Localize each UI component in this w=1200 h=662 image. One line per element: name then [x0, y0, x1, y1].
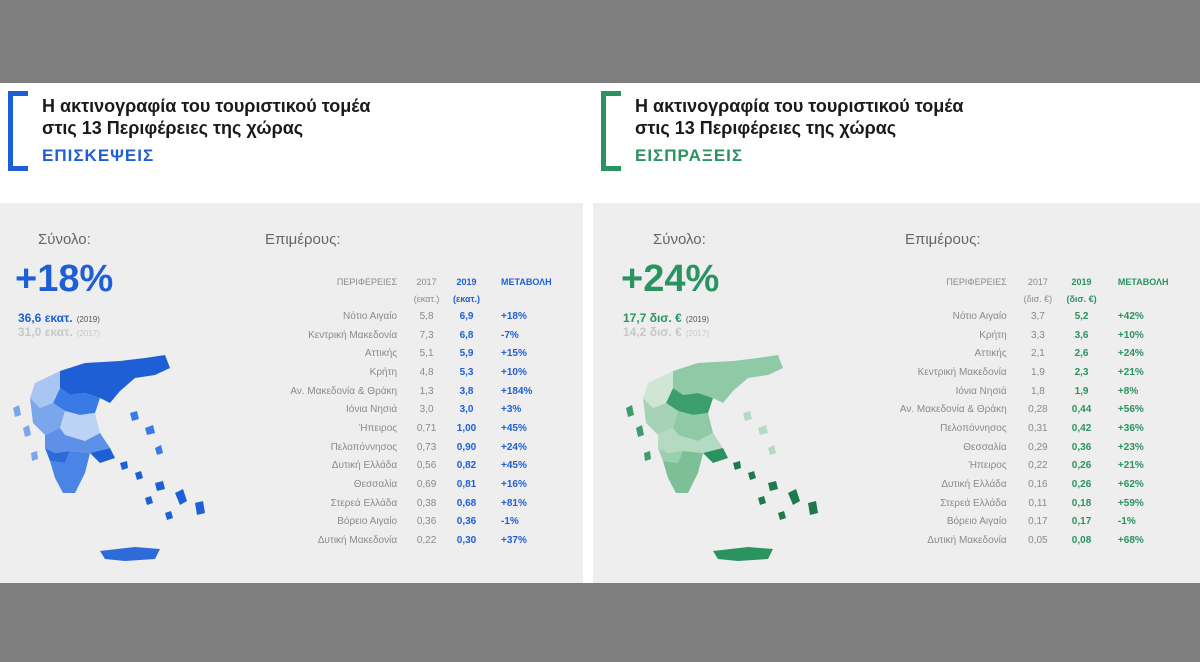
change-cell: +45% [501, 422, 527, 434]
col-2019: 2019 [1071, 277, 1092, 287]
region-cell: Κρήτη [979, 329, 1007, 341]
total-2019 [623, 311, 709, 325]
value-2017-cell: 3,7 [1030, 310, 1045, 322]
receipts-table [843, 273, 1200, 550]
change-cell: +10% [1117, 329, 1144, 341]
value-2019-cell: 0,26 [1071, 460, 1092, 472]
value-2019-cell: 0,82 [456, 460, 477, 472]
col-region: ΠΕΡΙΦΕΡΕΙΕΣ [946, 277, 1007, 287]
value-2017-cell: 0,29 [1028, 441, 1048, 453]
change-cell: +21% [1117, 366, 1144, 378]
table-row [843, 400, 1200, 419]
change-cell: +56% [1117, 404, 1144, 416]
change-cell: +68% [1117, 535, 1144, 547]
table-header-row [843, 273, 1200, 291]
change-cell: +37% [501, 535, 527, 547]
receipts-panel [593, 83, 1200, 583]
year-2017: (2017) [76, 329, 100, 338]
table-row [230, 457, 585, 476]
table-row [230, 326, 585, 345]
region-cell: Ήπειρος [359, 422, 398, 434]
table-unit-row [230, 291, 585, 307]
table-row [230, 344, 585, 363]
value-2017-cell: 3,3 [1030, 329, 1045, 341]
change-cell: +18% [501, 310, 527, 322]
visits-table [230, 273, 585, 550]
change-cell: +21% [1117, 460, 1144, 472]
table-row [230, 531, 585, 550]
table-row [843, 494, 1200, 513]
table-row [230, 419, 585, 438]
region-cell: Βόρειο Αιγαίο [946, 516, 1007, 528]
region-cell: Δυτική Μακεδονία [927, 535, 1007, 547]
region-cell: Κεντρική Μακεδονία [917, 366, 1007, 378]
change-cell: +36% [1117, 422, 1144, 434]
change-cell: +42% [1117, 310, 1144, 322]
region-cell: Στερεά Ελλάδα [940, 497, 1007, 509]
value-2017-cell: 1,9 [1030, 366, 1045, 378]
change-cell: +10% [501, 366, 527, 378]
value-2017-cell: 0,22 [1028, 460, 1048, 472]
panel-subtitle: ΕΠΙΣΚΕΨΕΙΣ [42, 146, 155, 165]
table-row [843, 419, 1200, 438]
region-cell: Δυτική Μακεδονία [317, 535, 398, 547]
receipts-body [593, 203, 1200, 583]
value-2019-cell: 0,26 [1071, 479, 1092, 491]
value-2019-cell: 0,90 [456, 441, 477, 453]
panel-title [42, 95, 482, 139]
value-2017-cell: 0,38 [416, 497, 437, 509]
change-cell: -1% [1117, 516, 1136, 528]
value-2019-cell: 2,3 [1074, 366, 1089, 378]
region-cell: Κεντρική Μακεδονία [308, 329, 398, 341]
value-2019-cell: 5,3 [459, 366, 474, 378]
value-2017-cell: 3,0 [419, 404, 434, 416]
region-cell: Αττικής [364, 348, 398, 360]
region-cell: Στερεά Ελλάδα [330, 497, 398, 509]
change-cell: -1% [501, 516, 519, 528]
value-2019-cell: 6,9 [459, 310, 474, 322]
value-2019-cell: 2,6 [1074, 348, 1089, 360]
region-cell: Θεσσαλία [353, 479, 398, 491]
value-2019-cell: 0,17 [1071, 516, 1092, 528]
table-row [843, 344, 1200, 363]
total-2019 [18, 311, 100, 325]
value-2019-cell: 5,9 [459, 348, 474, 360]
col-change: ΜΕΤΑΒΟΛΗ [501, 277, 552, 287]
change-cell: +8% [1117, 385, 1139, 397]
value-2017: 31,0 εκατ. [18, 325, 73, 339]
change-cell: +23% [1117, 441, 1144, 453]
table-row [843, 457, 1200, 476]
table-unit-row [843, 291, 1200, 307]
year-2019: (2019) [685, 315, 709, 324]
total-label: Σύνολο: [653, 231, 706, 248]
table-row [843, 475, 1200, 494]
year-2017: (2017) [685, 329, 709, 338]
table-row [230, 382, 585, 401]
col-region: ΠΕΡΙΦΕΡΕΙΕΣ [336, 277, 398, 287]
year-2019: (2019) [76, 315, 100, 324]
title-line-2: στις 13 Περιφέρειες της χώρας [635, 118, 897, 138]
greece-map-icon [5, 353, 215, 568]
col-2017: 2017 [1027, 277, 1048, 287]
region-cell: Αττικής [974, 348, 1007, 360]
value-2017-cell: 0,16 [1028, 479, 1048, 491]
region-cell: Αν. Μακεδονία & Θράκη [899, 404, 1007, 416]
value-2019-cell: 0,44 [1071, 404, 1092, 416]
value-2019-cell: 3,0 [459, 404, 474, 416]
value-2019: 17,7 δισ. € [623, 311, 682, 325]
value-2017-cell: 4,8 [419, 366, 434, 378]
bracket-icon [8, 91, 28, 171]
table-row [843, 531, 1200, 550]
table-row [843, 326, 1200, 345]
title-line-1: Η ακτινογραφία του τουριστικού τομέα [42, 96, 371, 116]
region-cell: Θεσσαλία [963, 441, 1007, 453]
region-cell: Ιόνια Νησιά [346, 404, 398, 416]
value-2019-cell: 0,30 [456, 535, 477, 547]
infographic-canvas [0, 83, 1200, 583]
value-2017-cell: 0,56 [416, 460, 437, 472]
table-row [843, 307, 1200, 326]
unit-empty [843, 291, 1017, 307]
bracket-icon [601, 91, 621, 171]
visits-body [0, 203, 583, 583]
value-2019-cell: 0,81 [456, 479, 477, 491]
value-2017-cell: 0,28 [1028, 404, 1048, 416]
value-2019-cell: 3,8 [459, 385, 474, 397]
col-2019: 2019 [456, 277, 477, 287]
value-2017: 14,2 δισ. € [623, 325, 682, 339]
value-2019-cell: 6,8 [459, 329, 474, 341]
visits-header [0, 83, 593, 203]
value-2019-cell: 1,9 [1074, 385, 1089, 397]
total-change: +18% [15, 258, 114, 300]
panel-subtitle: ΕΙΣΠΡΑΞΕΙΣ [635, 146, 744, 165]
value-2017-cell: 0,69 [416, 479, 437, 491]
table-row [843, 438, 1200, 457]
col-2017: 2017 [416, 277, 437, 287]
table-header-row [230, 273, 585, 291]
unit-empty [1104, 291, 1200, 307]
table-row [843, 363, 1200, 382]
col-change: ΜΕΤΑΒΟΛΗ [1117, 277, 1169, 287]
value-2019: 36,6 εκατ. [18, 311, 73, 325]
value-2017-cell: 0,71 [416, 422, 437, 434]
greece-map-icon [618, 353, 828, 568]
unit-2017: (δισ. €) [1023, 294, 1053, 304]
table-row [230, 494, 585, 513]
value-2019-cell: 3,6 [1074, 329, 1089, 341]
region-cell: Ήπειρος [968, 460, 1007, 472]
unit-2019: (δισ. €) [1066, 294, 1097, 304]
value-2019-cell: 1,00 [456, 422, 477, 434]
value-2019-cell: 0,36 [456, 516, 477, 528]
unit-empty [230, 291, 407, 307]
region-cell: Νότιο Αιγαίο [343, 310, 398, 322]
receipts-header [593, 83, 1200, 203]
value-2017-cell: 0,17 [1028, 516, 1048, 528]
table-row [843, 513, 1200, 532]
table-row [230, 438, 585, 457]
region-cell: Δυτική Ελλάδα [941, 479, 1007, 491]
value-2017-cell: 7,3 [419, 329, 434, 341]
value-2017-cell: 5,8 [419, 310, 434, 322]
change-cell: +81% [501, 497, 527, 509]
unit-2017: (εκατ.) [413, 294, 440, 304]
value-2019-cell: 0,68 [456, 497, 477, 509]
region-cell: Βόρειο Αιγαίο [337, 516, 398, 528]
table-row [230, 363, 585, 382]
change-cell: +184% [501, 385, 533, 397]
total-label: Σύνολο: [38, 231, 91, 248]
value-2019-cell: 0,18 [1071, 497, 1092, 509]
value-2017-cell: 1,8 [1030, 385, 1045, 397]
value-2017-cell: 0,36 [416, 516, 437, 528]
visits-panel [0, 83, 593, 583]
change-cell: +45% [501, 460, 527, 472]
value-2017-cell: 1,3 [419, 385, 434, 397]
panel-title [635, 95, 1075, 139]
table-row [230, 400, 585, 419]
value-2017-cell: 0,31 [1028, 422, 1048, 434]
detail-label: Επιμέρους: [905, 231, 981, 248]
change-cell: +15% [501, 348, 527, 360]
value-2019-cell: 0,36 [1071, 441, 1092, 453]
region-cell: Νότιο Αιγαίο [952, 310, 1007, 322]
region-cell: Πελοπόννησος [330, 441, 398, 453]
value-2017-cell: 2,1 [1030, 348, 1045, 360]
change-cell: +16% [501, 479, 527, 491]
total-change: +24% [621, 258, 720, 300]
region-cell: Ιόνια Νησιά [955, 385, 1007, 397]
change-cell: +62% [1117, 479, 1144, 491]
title-line-2: στις 13 Περιφέρειες της χώρας [42, 118, 304, 138]
table-row [230, 475, 585, 494]
table-row [230, 307, 585, 326]
change-cell: +24% [501, 441, 527, 453]
region-cell: Κρήτη [369, 366, 398, 378]
title-line-1: Η ακτινογραφία του τουριστικού τομέα [635, 96, 964, 116]
region-cell: Πελοπόννησος [940, 422, 1007, 434]
value-2017-cell: 5,1 [419, 348, 434, 360]
value-2017-cell: 0,05 [1028, 535, 1048, 547]
unit-2019: (εκατ.) [453, 294, 481, 304]
table-row [230, 513, 585, 532]
change-cell: -7% [501, 329, 519, 341]
total-2017 [623, 325, 709, 339]
region-cell: Αν. Μακεδονία & Θράκη [290, 385, 398, 397]
change-cell: +59% [1117, 497, 1144, 509]
value-2019-cell: 0,08 [1071, 535, 1092, 547]
value-2019-cell: 0,42 [1071, 422, 1092, 434]
value-2017-cell: 0,11 [1028, 497, 1048, 509]
detail-label: Επιμέρους: [265, 231, 341, 248]
value-2017-cell: 0,22 [416, 535, 437, 547]
value-2017-cell: 0,73 [416, 441, 437, 453]
unit-empty [487, 291, 585, 307]
total-2017 [18, 325, 100, 339]
table-row [843, 382, 1200, 401]
change-cell: +3% [501, 404, 522, 416]
region-cell: Δυτική Ελλάδα [331, 460, 398, 472]
value-2019-cell: 5,2 [1074, 310, 1089, 322]
change-cell: +24% [1117, 348, 1144, 360]
